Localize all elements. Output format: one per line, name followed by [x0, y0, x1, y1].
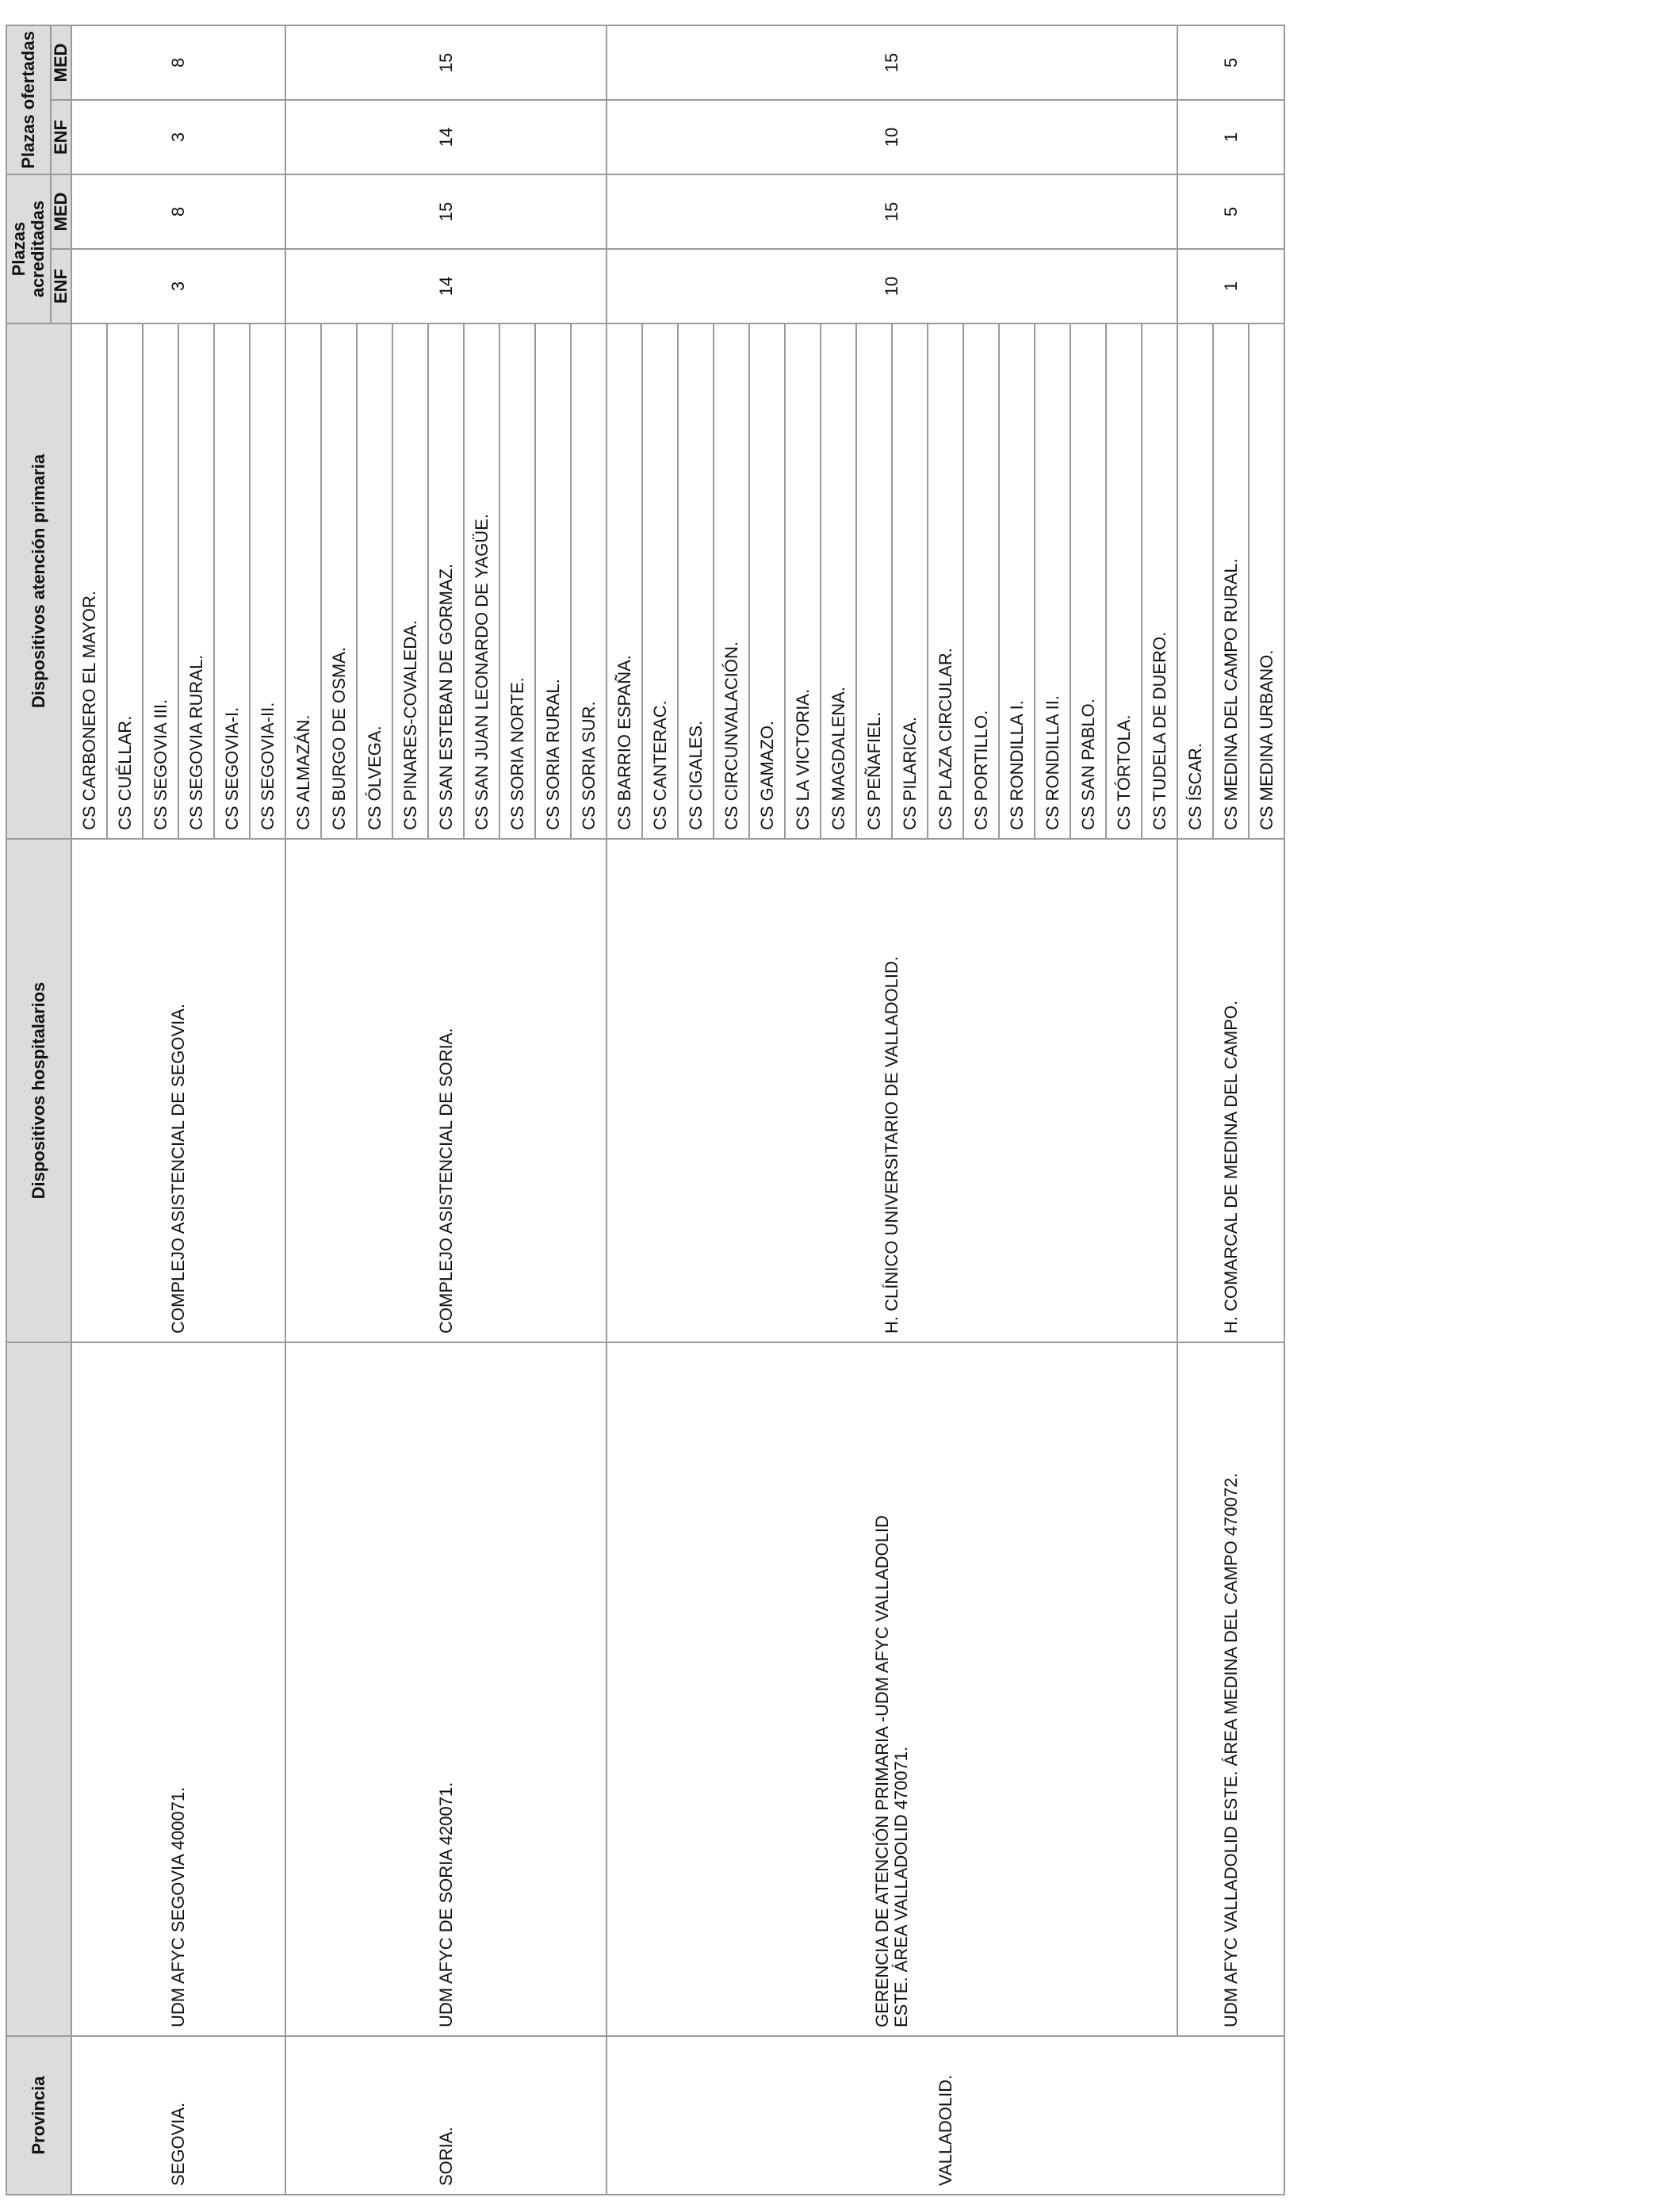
centro-cell: CS PILARICA. — [892, 323, 928, 839]
centro-cell: CS TUDELA DE DUERO. — [1142, 323, 1177, 839]
hospital-cell: H. COMARCAL DE MEDINA DEL CAMPO. — [1177, 839, 1284, 1342]
centro-cell: CS CUÉLLAR. — [107, 323, 143, 839]
centro-cell: CS ÍSCAR. — [1177, 323, 1213, 839]
provincia-cell: SEGOVIA. — [71, 2036, 285, 2195]
ofertadas-enf: 1 — [1177, 100, 1284, 174]
centro-cell: CS GAMAZO. — [749, 323, 785, 839]
ofertadas-enf: 10 — [607, 100, 1177, 174]
acreditadas-enf: 14 — [285, 249, 607, 323]
header-unidad — [6, 1342, 71, 2036]
centro-cell: CS SORIA SUR. — [571, 323, 607, 839]
header-plazas-ofertadas: Plazas ofertadas — [6, 25, 51, 174]
centro-cell: CS MEDINA DEL CAMPO RURAL. — [1213, 323, 1249, 839]
header-ofertadas-med: MED — [51, 25, 71, 100]
centro-cell: CS PORTILLO. — [963, 323, 999, 839]
acreditadas-enf: 1 — [1177, 249, 1284, 323]
centro-cell: CS RONDILLA II. — [1035, 323, 1070, 839]
centro-cell: CS CIRCUNVALACIÓN. — [714, 323, 749, 839]
header-plazas-acreditadas: Plazas acreditadas — [6, 174, 51, 323]
acreditadas-med: 8 — [71, 174, 285, 249]
centro-cell: CS PLAZA CIRCULAR. — [928, 323, 963, 839]
centro-cell: CS SORIA NORTE. — [499, 323, 535, 839]
unidad-cell: UDM AFYC VALLADOLID ESTE. ÁREA MEDINA DEL CAMPO 470072. — [1177, 1342, 1284, 2036]
header-acreditadas-enf: ENF — [51, 249, 71, 323]
ofertadas-med: 8 — [71, 25, 285, 100]
ofertadas-med: 15 — [607, 25, 1177, 100]
provincia-cell: VALLADOLID. — [607, 2036, 1284, 2195]
header-ofertadas-enf: ENF — [51, 100, 71, 174]
header-hospitalarios: Dispositivos hospitalarios — [6, 839, 71, 1342]
ofertadas-med: 5 — [1177, 25, 1284, 100]
hospital-cell: COMPLEJO ASISTENCIAL DE SORIA. — [285, 839, 607, 1342]
centro-cell: CS CIGALES. — [678, 323, 714, 839]
header-atencion-primaria: Dispositivos atención primaria — [6, 323, 71, 839]
header-provincia: Provincia — [6, 2036, 71, 2195]
acreditadas-enf: 3 — [71, 249, 285, 323]
provincia-cell: SORIA. — [285, 2036, 607, 2195]
acreditadas-med: 15 — [285, 174, 607, 249]
ofertadas-enf: 14 — [285, 100, 607, 174]
unidad-cell: UDM AFYC DE SORIA 420071. — [285, 1342, 607, 2036]
centro-cell: CS SEGOVIA-I. — [214, 323, 250, 839]
centro-cell: CS ALMAZÁN. — [285, 323, 321, 839]
centro-cell: CS TÓRTOLA. — [1106, 323, 1142, 839]
unidad-line-2: ESTE. ÁREA VALLADOLID 470071. — [891, 1746, 911, 2027]
centro-cell: CS MAGDALENA. — [821, 323, 856, 839]
centro-cell: CS SAN JUAN LEONARDO DE YAGÜE. — [464, 323, 499, 839]
ofertadas-med: 15 — [285, 25, 607, 100]
ofertadas-enf: 3 — [71, 100, 285, 174]
centro-cell: CS SAN ESTEBAN DE GORMAZ. — [428, 323, 464, 839]
centro-cell: CS SEGOVIA III. — [143, 323, 178, 839]
hospital-cell: H. CLÍNICO UNIVERSITARIO DE VALLADOLID. — [607, 839, 1177, 1342]
unidad-cell: UDM AFYC SEGOVIA 400071. — [71, 1342, 285, 2036]
table-body — [71, 25, 1284, 2195]
centro-cell: CS SEGOVIA-II. — [250, 323, 285, 839]
centro-cell: CS SORIA RURAL. — [535, 323, 571, 839]
centro-cell: CS BARRIO ESPAÑA. — [607, 323, 642, 839]
centro-cell: CS BURGO DE OSMA. — [321, 323, 357, 839]
plazas-table — [6, 25, 1285, 2195]
centro-cell: CS SAN PABLO. — [1070, 323, 1106, 839]
centro-cell: CS ÓLVEGA. — [357, 323, 392, 839]
centro-cell: CS CANTERAC. — [642, 323, 678, 839]
centro-cell: CS MEDINA URBANO. — [1249, 323, 1284, 839]
centro-cell: CS CARBONERO EL MAYOR. — [71, 323, 107, 839]
centro-cell: CS SEGOVIA RURAL. — [178, 323, 214, 839]
hospital-cell: COMPLEJO ASISTENCIAL DE SEGOVIA. — [71, 839, 285, 1342]
acreditadas-enf: 10 — [607, 249, 1177, 323]
centro-cell: CS PINARES-COVALEDA. — [392, 323, 428, 839]
header-acreditadas-med: MED — [51, 174, 71, 249]
acreditadas-med: 15 — [607, 174, 1177, 249]
centro-cell: CS LA VICTORIA. — [785, 323, 821, 839]
unidad-line-1: GERENCIA DE ATENCIÓN PRIMARIA -UDM AFYC VALLADOLID — [872, 1515, 892, 2027]
centro-cell: CS RONDILLA I. — [999, 323, 1035, 839]
unidad-cell — [607, 1342, 1177, 2036]
acreditadas-med: 5 — [1177, 174, 1284, 249]
centro-cell: CS PEÑAFIEL. — [856, 323, 892, 839]
